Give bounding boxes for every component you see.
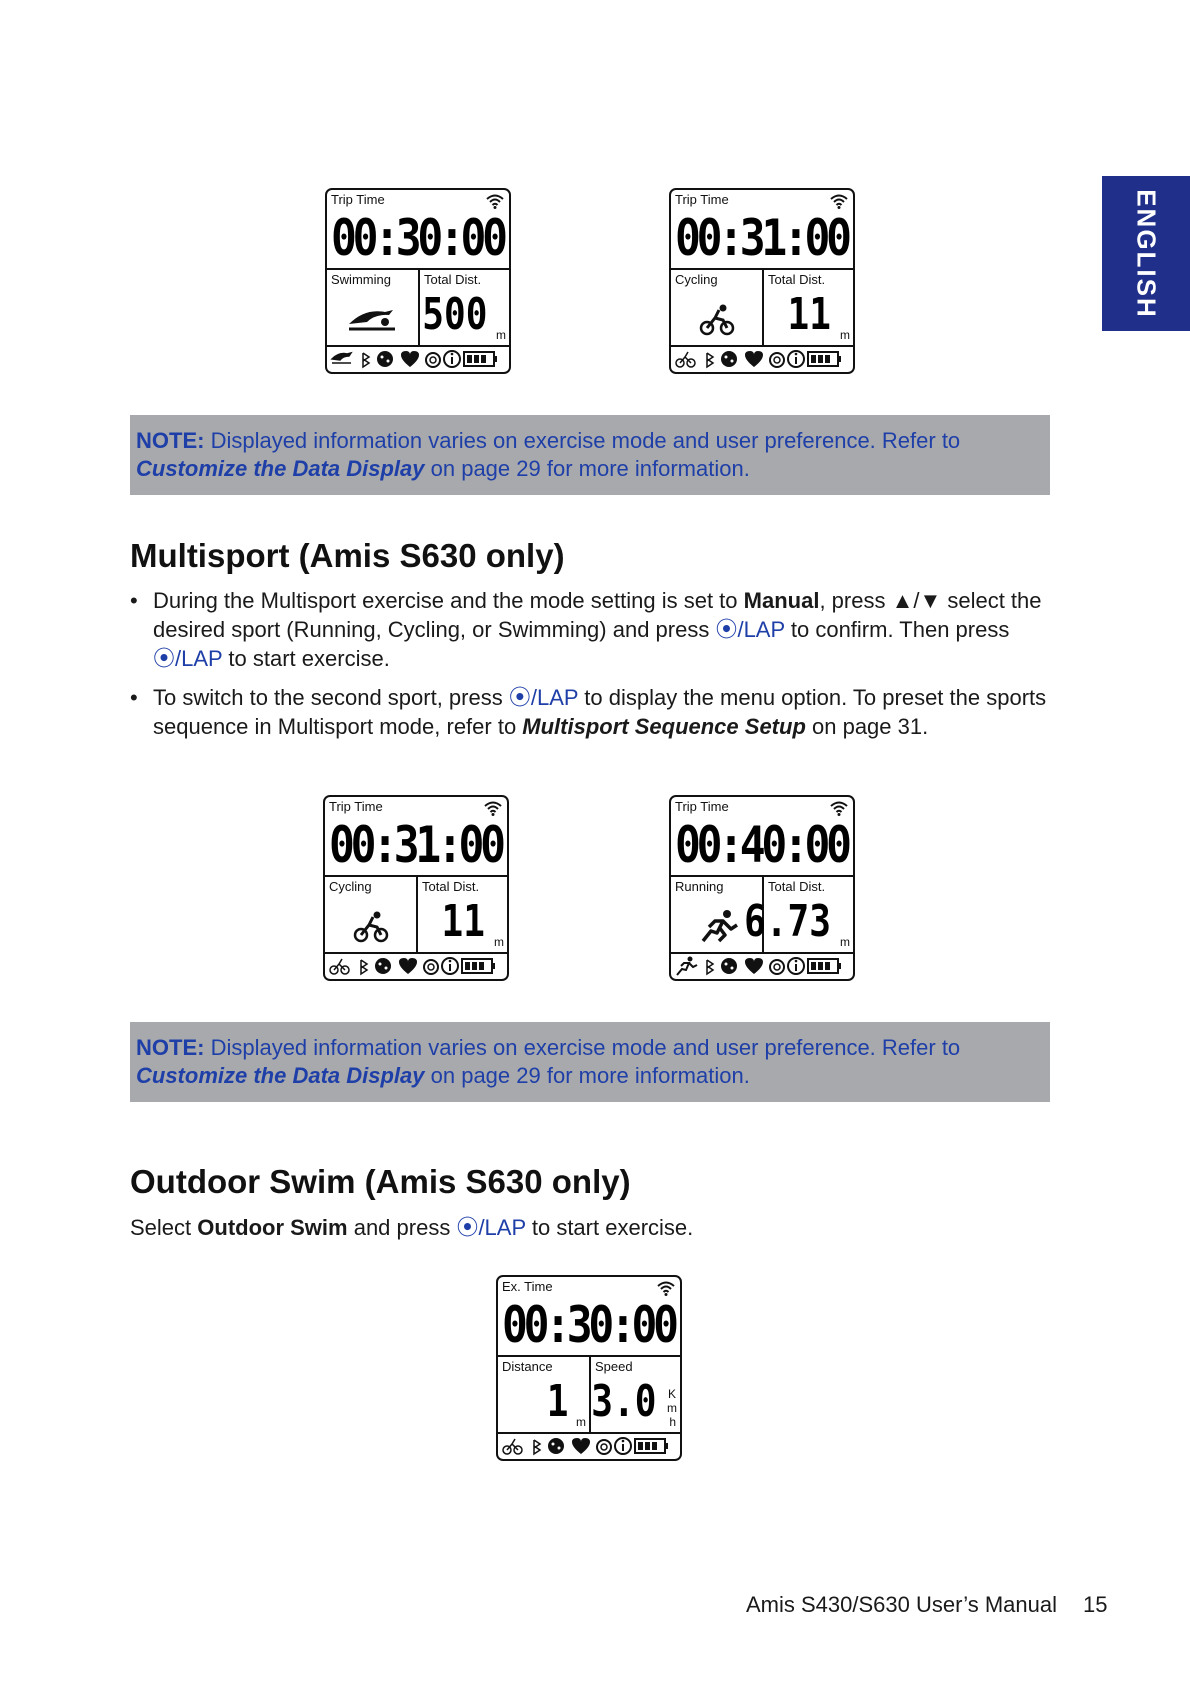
note-box xyxy=(130,1022,1050,1102)
dist-unit: m xyxy=(494,935,504,949)
note-prefix: NOTE: xyxy=(136,1035,205,1060)
bullet-item: • To switch to the second sport, press ⦿/LAP to display the menu option. To preset the sports sequence in Multisport mode, refer to Multisport Sequence Setup on page 31. xyxy=(130,685,1047,739)
trip-time-label: Trip Time xyxy=(675,192,729,207)
ex-time-label: Ex. Time xyxy=(502,1279,553,1294)
note-box xyxy=(130,415,1050,495)
outdoor-swim-instruction: Select Outdoor Swim and press ⦿/LAP to start exercise. xyxy=(130,1215,694,1240)
signal-icon xyxy=(829,193,849,209)
distance-unit: m xyxy=(576,1415,586,1429)
runner-icon xyxy=(689,909,745,943)
trip-time-value: 00:40:00 xyxy=(675,816,848,874)
language-tab-label: ENGLISH xyxy=(1131,188,1162,319)
note-text: Displayed information varies on exercise mode and user preference. Refer to xyxy=(204,1035,961,1060)
dist-unit: m xyxy=(496,328,506,342)
sport-label: Running xyxy=(675,879,724,894)
note-prefix: NOTE: xyxy=(136,428,205,453)
trip-time-value: 00:30:00 xyxy=(331,209,504,267)
cyclist-icon xyxy=(689,302,745,336)
total-dist-value: 11 xyxy=(441,896,485,947)
status-bar-icons xyxy=(327,955,507,977)
page-number: 15 xyxy=(1083,1592,1108,1617)
total-dist-value: 6.73 xyxy=(744,896,831,947)
bullet-item: • During the Multisport exercise and the mode setting is set to Manual, press ▲/▼ select the desired sport (Running, Cycling, or Swimming) and press ⦿/LAP to confirm. Then press ⦿/LAP to start exercise. xyxy=(130,588,1042,671)
device-screen-cycling xyxy=(669,188,855,374)
note-text-end: on page 29 for more information. xyxy=(424,1063,750,1088)
total-dist-label: Total Dist. xyxy=(768,879,826,894)
ok-lap-key: ⦿/LAP xyxy=(508,685,579,710)
language-tab xyxy=(1102,176,1190,331)
total-dist-value: 500 xyxy=(421,289,487,340)
swimmer-icon xyxy=(345,302,401,336)
sport-label: Cycling xyxy=(675,272,718,287)
page-footer xyxy=(746,1592,1108,1618)
distance-label: Distance xyxy=(502,1359,553,1374)
device-screen-cycling xyxy=(323,795,509,981)
status-bar-icons xyxy=(673,955,853,977)
trip-time-value: 00:31:00 xyxy=(675,209,848,267)
device-screen-running xyxy=(669,795,855,981)
cyclist-icon xyxy=(343,909,399,943)
signal-icon xyxy=(829,800,849,816)
speed-unit-m: m xyxy=(667,1401,677,1415)
multisport-sequence-link[interactable]: Multisport Sequence Setup xyxy=(522,714,806,739)
distance-value: 1 xyxy=(546,1376,568,1427)
trip-time-label: Trip Time xyxy=(675,799,729,814)
sport-label: Swimming xyxy=(331,272,391,287)
status-bar-icons xyxy=(673,348,853,370)
signal-icon xyxy=(656,1280,676,1296)
trip-time-label: Trip Time xyxy=(329,799,383,814)
speed-value: 3.0 xyxy=(590,1376,656,1427)
total-dist-label: Total Dist. xyxy=(768,272,826,287)
total-dist-label: Total Dist. xyxy=(424,272,482,287)
trip-time-label: Trip Time xyxy=(331,192,385,207)
outdoor-swim-heading: Outdoor Swim (Amis S630 only) xyxy=(130,1163,631,1200)
status-bar-icons xyxy=(329,348,509,370)
multisport-heading: Multisport (Amis S630 only) xyxy=(130,537,565,574)
dist-unit: m xyxy=(840,328,850,342)
note-text-end: on page 29 for more information. xyxy=(424,456,750,481)
device-screen-outdoor-swim xyxy=(496,1275,682,1461)
total-dist-label: Total Dist. xyxy=(422,879,480,894)
note-link[interactable]: Customize the Data Display xyxy=(136,456,425,481)
ok-lap-key: ⦿/LAP xyxy=(153,646,223,671)
trip-time-value: 00:31:00 xyxy=(329,816,502,874)
device-screen-swimming xyxy=(325,188,511,374)
dist-unit: m xyxy=(840,935,850,949)
sport-label: Cycling xyxy=(329,879,372,894)
ex-time-value: 00:30:00 xyxy=(502,1296,675,1354)
speed-unit-k: K xyxy=(667,1387,676,1401)
ok-lap-key: ⦿/LAP xyxy=(456,1215,526,1240)
note-link[interactable]: Customize the Data Display xyxy=(136,1063,425,1088)
signal-icon xyxy=(485,193,505,209)
total-dist-value: 11 xyxy=(787,289,831,340)
speed-label: Speed xyxy=(595,1359,633,1374)
speed-unit-h: h xyxy=(669,1415,676,1429)
ok-lap-key: ⦿/LAP xyxy=(715,617,785,642)
manual-title: Amis S430/S630 User’s Manual xyxy=(746,1592,1058,1617)
status-bar-icons xyxy=(500,1435,680,1457)
note-text: Displayed information varies on exercise mode and user preference. Refer to xyxy=(204,428,961,453)
signal-icon xyxy=(483,800,503,816)
